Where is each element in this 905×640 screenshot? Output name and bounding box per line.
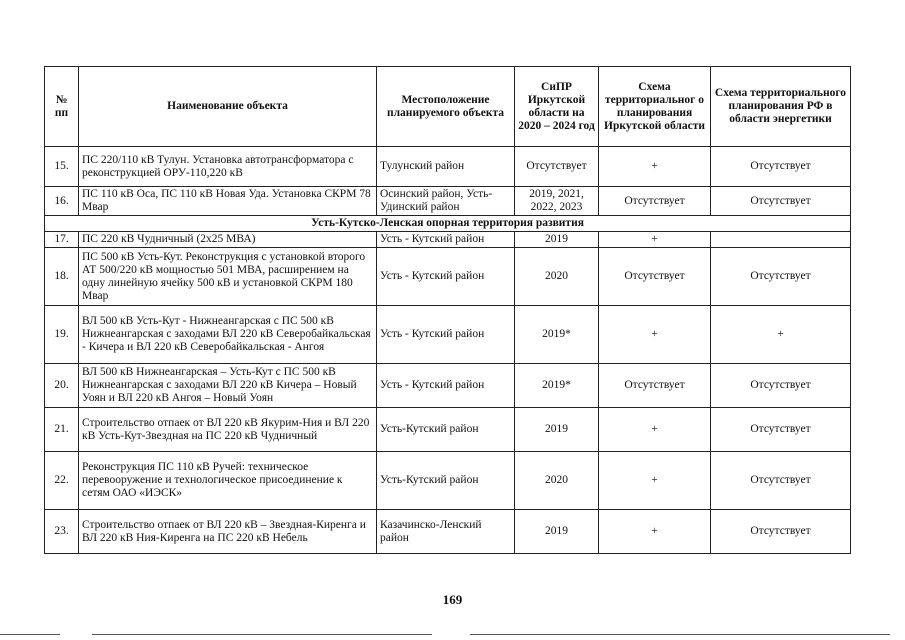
row-federal-scheme: Отсутствует (711, 364, 851, 408)
section-title: Усть-Кутско-Ленская опорная территория развития (45, 216, 851, 232)
row-location: Тулунский район (377, 147, 515, 187)
row-location: Усть - Кутский район (377, 364, 515, 408)
row-object-name: ПС 110 кВ Оса, ПС 110 кВ Новая Уда. Установка СКРМ 78 Мвар (79, 187, 377, 216)
row-regional-scheme: + (599, 510, 711, 554)
header-location: Местоположение планируемого объекта (377, 67, 515, 147)
row-federal-scheme (711, 232, 851, 248)
row-regional-scheme: + (599, 408, 711, 452)
row-sippr: Отсутствует (515, 147, 599, 187)
row-sippr: 2019 (515, 510, 599, 554)
row-number: 23. (45, 510, 79, 554)
row-regional-scheme: Отсутствует (599, 364, 711, 408)
table-row (45, 408, 851, 452)
row-number: 15. (45, 147, 79, 187)
row-object-name: ПС 220 кВ Чудничный (2х25 МВА) (79, 232, 377, 248)
row-sippr: 2020 (515, 248, 599, 306)
row-number: 18. (45, 248, 79, 306)
table-row (45, 248, 851, 306)
objects-table (44, 66, 851, 554)
header-federal-scheme: Схема территориального планирования РФ в области энергетики (711, 67, 851, 147)
row-location: Осинский район, Усть-Удинский район (377, 187, 515, 216)
table-row (45, 306, 851, 364)
row-regional-scheme: Отсутствует (599, 187, 711, 216)
row-number: 19. (45, 306, 79, 364)
table-body-a (45, 147, 851, 216)
header-regional-scheme: Схема территориальног о планирования Иркутской области (599, 67, 711, 147)
bottom-rule-mid (92, 634, 432, 635)
row-federal-scheme: Отсутствует (711, 187, 851, 216)
table-row (45, 232, 851, 248)
row-object-name: Строительство отпаек от ВЛ 220 кВ – Звездная-Киренга и ВЛ 220 кВ Ния-Киренга на ПС 220 кВ Небель (79, 510, 377, 554)
row-number: 17. (45, 232, 79, 248)
row-number: 22. (45, 452, 79, 510)
row-object-name: ВЛ 500 кВ Нижнеангарская – Усть-Кут с ПС 500 кВ Нижнеангарская с заходами ВЛ 220 кВ Кичера – Новый Уоян и ВЛ 220 кВ Ангоя – Новый Уоян (79, 364, 377, 408)
row-federal-scheme: + (711, 306, 851, 364)
row-object-name: ПС 220/110 кВ Тулун. Установка автотрансформатора с реконструкцией ОРУ-110,220 кВ (79, 147, 377, 187)
bottom-rule-left (0, 634, 60, 635)
row-location: Казачинско-Ленский район (377, 510, 515, 554)
row-federal-scheme: Отсутствует (711, 147, 851, 187)
row-federal-scheme: Отсутствует (711, 408, 851, 452)
table-body-b (45, 232, 851, 554)
header-sippr: СиПР Иркутской области на 2020 – 2024 год (515, 67, 599, 147)
table-header-row (45, 67, 851, 147)
row-sippr: 2019, 2021, 2022, 2023 (515, 187, 599, 216)
row-sippr: 2019* (515, 364, 599, 408)
row-location: Усть-Кутский район (377, 408, 515, 452)
bottom-rule-right (470, 634, 890, 635)
row-sippr: 2019 (515, 408, 599, 452)
page-number: 169 (442, 592, 463, 607)
row-sippr: 2020 (515, 452, 599, 510)
row-object-name: Строительство отпаек от ВЛ 220 кВ Якурим-Ния и ВЛ 220 кВ Усть-Кут-Звездная на ПС 220 кВ Чудничный (79, 408, 377, 452)
table-row (45, 510, 851, 554)
row-object-name: ВЛ 500 кВ Усть-Кут - Нижнеангарская с ПС 500 кВ Нижнеангарская с заходами ВЛ 220 кВ Северобайкальская - Кичера и ВЛ 220 кВ Северобайкальская - Ангоя (79, 306, 377, 364)
table-row (45, 187, 851, 216)
row-sippr: 2019* (515, 306, 599, 364)
row-number: 16. (45, 187, 79, 216)
row-regional-scheme: + (599, 452, 711, 510)
table-section (45, 216, 851, 232)
table-row (45, 452, 851, 510)
row-regional-scheme: Отсутствует (599, 248, 711, 306)
row-regional-scheme: + (599, 232, 711, 248)
row-regional-scheme: + (599, 147, 711, 187)
header-name: Наименование объекта (79, 67, 377, 147)
row-location: Усть - Кутский район (377, 306, 515, 364)
header-num: № пп (45, 67, 79, 147)
section-row (45, 216, 851, 232)
table-row (45, 147, 851, 187)
row-object-name: Реконструкция ПС 110 кВ Ручей: техническое перевооружение и технологическое присоединение к сетям ОАО «ИЭСК» (79, 452, 377, 510)
row-federal-scheme: Отсутствует (711, 452, 851, 510)
row-number: 20. (45, 364, 79, 408)
row-location: Усть-Кутский район (377, 452, 515, 510)
row-sippr: 2019 (515, 232, 599, 248)
row-federal-scheme: Отсутствует (711, 248, 851, 306)
row-federal-scheme: Отсутствует (711, 510, 851, 554)
row-object-name: ПС 500 кВ Усть-Кут. Реконструкция с установкой второго АТ 500/220 кВ мощностью 501 МВА, расширением на одну линейную ячейку 500 кВ и установкой СКРМ 180 Мвар (79, 248, 377, 306)
row-number: 21. (45, 408, 79, 452)
row-location: Усть - Кутский район (377, 232, 515, 248)
row-regional-scheme: + (599, 306, 711, 364)
table-row (45, 364, 851, 408)
row-location: Усть - Кутский район (377, 248, 515, 306)
